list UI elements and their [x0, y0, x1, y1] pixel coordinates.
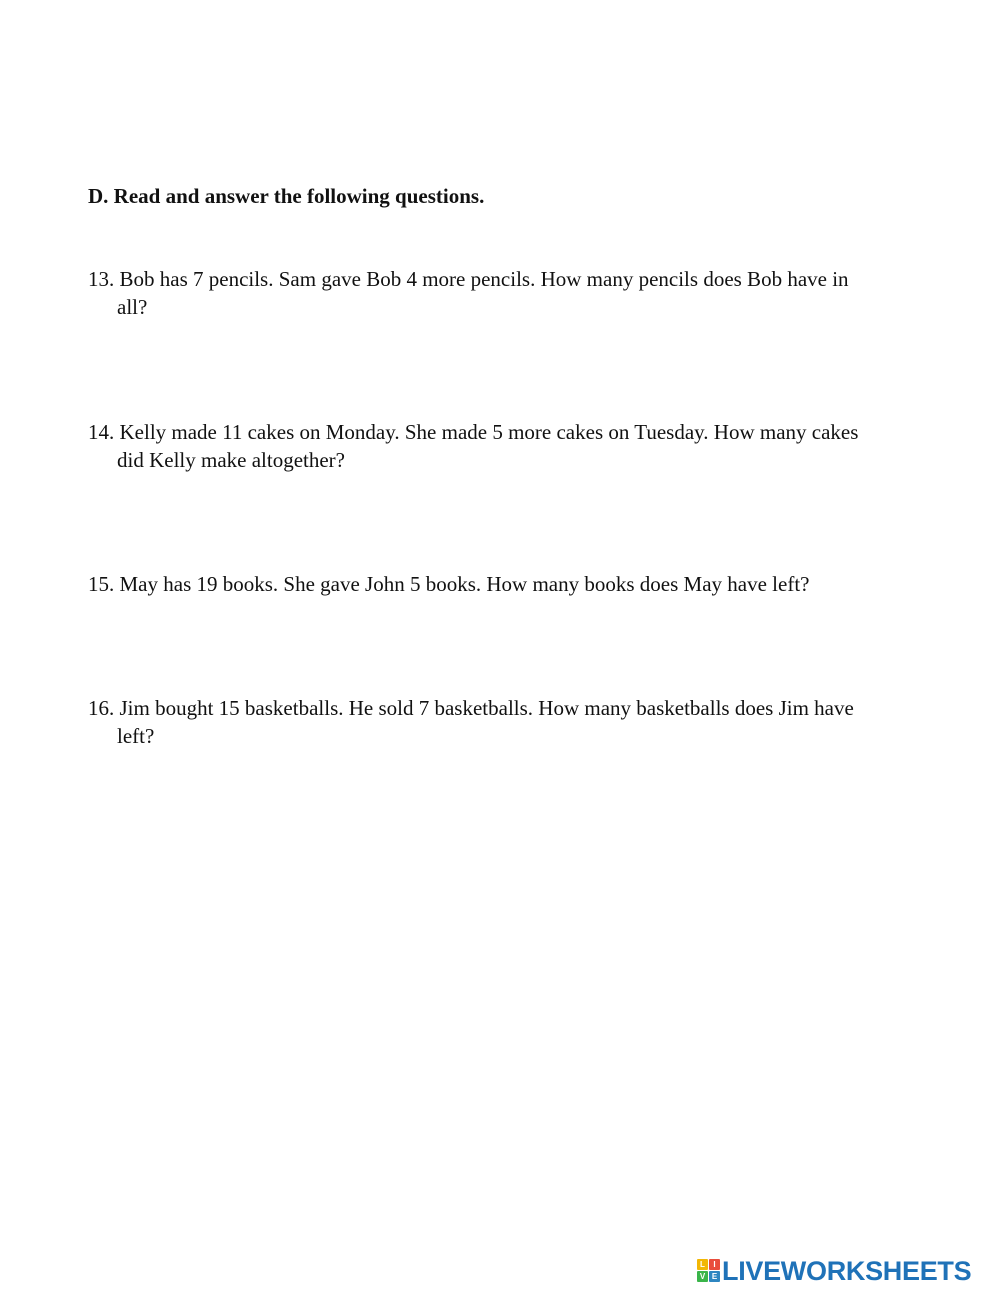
logo-block-e: E	[709, 1271, 720, 1282]
question-16-text: 16. Jim bought 15 basketballs. He sold 7 basketballs. How many basketballs does Jim have	[88, 696, 854, 720]
logo-block-v: V	[697, 1271, 708, 1282]
question-16-text-continued: left?	[117, 724, 155, 748]
question-14	[88, 418, 948, 474]
question-16	[88, 694, 948, 750]
liveworksheets-logo-icon	[697, 1259, 721, 1283]
liveworksheets-wordmark: LIVEWORKSHEETS	[722, 1256, 972, 1286]
section-heading: D. Read and answer the following questions.	[88, 184, 485, 208]
question-13-text: 13. Bob has 7 pencils. Sam gave Bob 4 more pencils. How many pencils does Bob have in	[88, 267, 849, 291]
question-13	[88, 265, 948, 321]
logo-block-l: L	[697, 1259, 708, 1270]
question-13-text-continued: all?	[117, 295, 148, 319]
question-15-text: 15. May has 19 books. She gave John 5 books. How many books does May have left?	[88, 572, 810, 596]
logo-block-i: I	[709, 1259, 720, 1270]
question-14-text-continued: did Kelly make altogether?	[117, 448, 345, 472]
question-14-text: 14. Kelly made 11 cakes on Monday. She made 5 more cakes on Tuesday. How many cakes	[88, 420, 859, 444]
question-15	[88, 570, 948, 598]
liveworksheets-logo	[697, 1257, 971, 1285]
